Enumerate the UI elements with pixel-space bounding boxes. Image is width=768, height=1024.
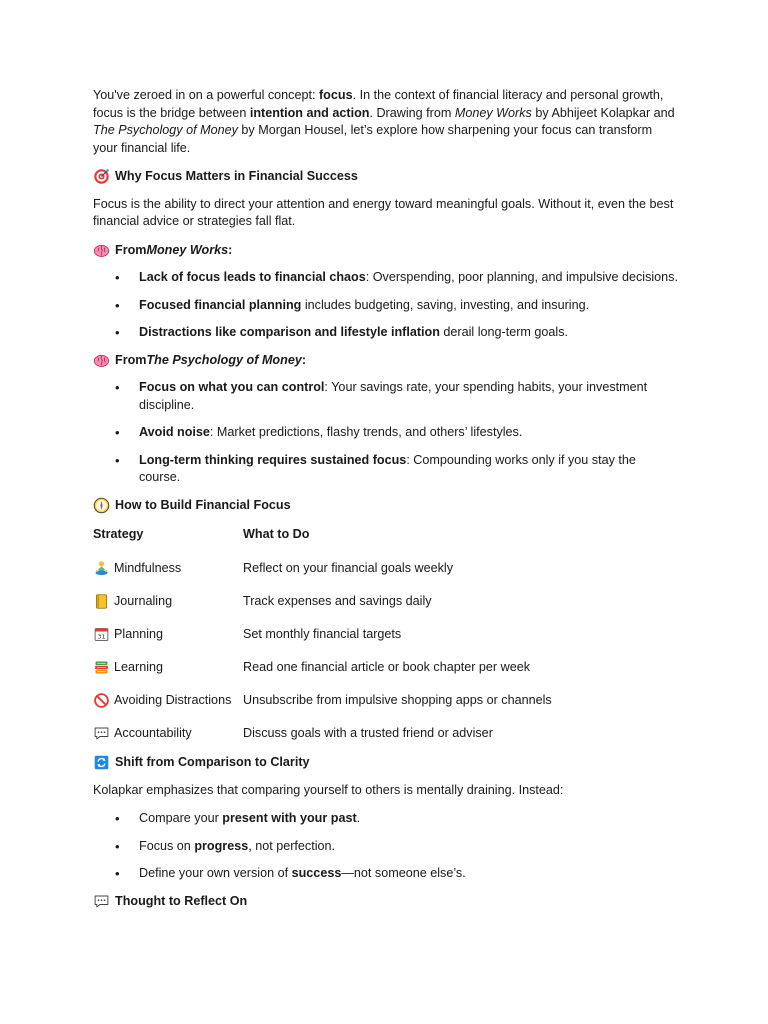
target-icon [93, 168, 110, 185]
list-item-bold: present with your past [222, 811, 357, 825]
heading-text: Thought to Reflect On [115, 893, 248, 908]
strategy-cell [93, 651, 243, 684]
list-item [93, 297, 678, 315]
strategy-label: Avoiding Distractions [114, 692, 232, 707]
section-heading-thought [93, 893, 678, 911]
list-item-text: . [356, 811, 361, 825]
strategy-label: Accountability [114, 725, 192, 740]
table-row [93, 618, 552, 651]
table-row [93, 552, 552, 585]
heading-text: How to Build Financial Focus [115, 497, 291, 512]
section-heading-money-works [93, 242, 678, 260]
strategy-cell [93, 684, 243, 717]
strategy-label: Journaling [114, 593, 173, 608]
column-header-what-to-do: What to Do [243, 527, 310, 542]
intro-text: . Drawing from [369, 105, 455, 120]
speech-bubble-icon [93, 893, 110, 910]
calendar-day-number: 31 [97, 632, 106, 641]
calendar-icon [93, 626, 110, 643]
strategy-cell [93, 717, 243, 750]
books-icon [93, 659, 110, 676]
compass-icon [93, 497, 110, 514]
strategy-table [93, 524, 552, 750]
section-heading-shift [93, 754, 678, 772]
list-item-bold: success [291, 866, 342, 880]
list-item [93, 810, 678, 828]
intro-paragraph [93, 87, 678, 157]
list-item [93, 865, 678, 883]
list-item-text: Focus on [139, 838, 195, 853]
list-item-bold: Long-term thinking requires sustained focus [139, 452, 407, 467]
shift-paragraph: Kolapkar emphasizes that comparing yourself to others is mentally draining. Instead: [93, 782, 564, 797]
table-row [93, 585, 552, 618]
list-item-text: —not someone else’s. [341, 866, 466, 880]
section-heading-build [93, 497, 678, 515]
book-title-money-works: Money Works [454, 105, 532, 120]
list-item-text: , not perfection. [248, 838, 336, 853]
strategy-cell [93, 552, 243, 585]
strategy-label: Learning [114, 659, 164, 674]
table-row [93, 651, 552, 684]
list-item-bold: Focus on what you can control [139, 380, 325, 394]
list-item-bold: Focused financial planning [139, 297, 302, 312]
action-cell: Track expenses and savings daily [243, 593, 432, 608]
brain-icon [93, 242, 110, 259]
list-item [93, 838, 678, 856]
heading-book-title: Money Works [146, 242, 229, 257]
list-item-text: derail long-term goals. [439, 325, 569, 339]
intro-text: . In the context of financial literacy and personal growth, focus is the bridge between [93, 88, 664, 120]
list-item-text: Define your own version of [139, 866, 292, 880]
intro-text: by Abhijeet Kolapkar and [531, 105, 675, 120]
action-cell: Set monthly financial targets [243, 626, 402, 641]
strategy-cell [93, 618, 243, 651]
prohibited-icon [93, 692, 110, 709]
intro-bold-focus: focus [318, 88, 353, 102]
strategy-cell [93, 585, 243, 618]
shift-list [93, 810, 678, 883]
document-page [93, 87, 678, 920]
refresh-icon [93, 754, 110, 771]
action-cell: Discuss goals with a trusted friend or adviser [243, 725, 493, 740]
intro-text: You've zeroed in on a powerful concept: [93, 88, 319, 102]
intro-text: by Morgan Housel, let’s explore how sharpening your focus can transform your financial life. [93, 123, 653, 155]
action-cell: Reflect on your financial goals weekly [243, 560, 454, 575]
list-item-text: : Compounding works only if you stay the course. [139, 452, 636, 484]
list-item-text: : Overspending, poor planning, and impulsive decisions. [365, 270, 678, 284]
heading-text: Shift from Comparison to Clarity [115, 755, 310, 769]
list-item [93, 452, 678, 487]
why-paragraph: Focus is the ability to direct your attention and energy toward meaningful goals. Without it, even the best financial advice or strategies fall flat. [93, 196, 674, 228]
heading-text: : [301, 352, 307, 367]
list-item-bold: progress [194, 838, 249, 853]
table-header-row [93, 524, 552, 552]
action-cell: Read one financial article or book chapter per week [243, 659, 531, 674]
list-item-text: : Market predictions, flashy trends, and others’ lifestyles. [209, 425, 523, 439]
heading-text: Why Focus Matters in Financial Success [115, 169, 358, 183]
strategy-label: Planning [114, 626, 164, 641]
heading-book-title: The Psychology of Money [146, 352, 302, 367]
strategy-label: Mindfulness [114, 560, 182, 575]
heading-text: From [115, 352, 147, 367]
book-title-psychology-of-money: The Psychology of Money [93, 123, 238, 137]
brain-icon [93, 352, 110, 369]
notebook-icon [93, 593, 110, 610]
psychology-list [93, 379, 678, 487]
section-heading-psychology [93, 352, 678, 370]
list-item-bold: Lack of focus leads to financial chaos [139, 270, 366, 284]
money-works-list [93, 269, 678, 342]
list-item-bold: Distractions like comparison and lifestyle inflation [139, 325, 440, 339]
table-row [93, 717, 552, 750]
intro-bold-intention: intention and action [249, 105, 370, 120]
list-item [93, 424, 678, 442]
list-item-text: Compare your [139, 811, 223, 825]
action-cell: Unsubscribe from impulsive shopping apps or channels [243, 692, 552, 707]
meditation-icon [93, 560, 110, 577]
list-item [93, 379, 678, 414]
list-item-text: : Your savings rate, your spending habits, your investment discipline. [139, 380, 648, 412]
list-item [93, 324, 678, 342]
list-item [93, 269, 678, 287]
list-item-bold: Avoid noise [139, 425, 210, 439]
heading-text: : [228, 242, 233, 257]
table-row [93, 684, 552, 717]
heading-text: From [115, 242, 147, 257]
speech-bubble-icon [93, 725, 110, 742]
column-header-strategy: Strategy [93, 527, 144, 542]
section-heading-why [93, 168, 678, 186]
list-item-text: includes budgeting, saving, investing, and insuring. [301, 297, 590, 312]
